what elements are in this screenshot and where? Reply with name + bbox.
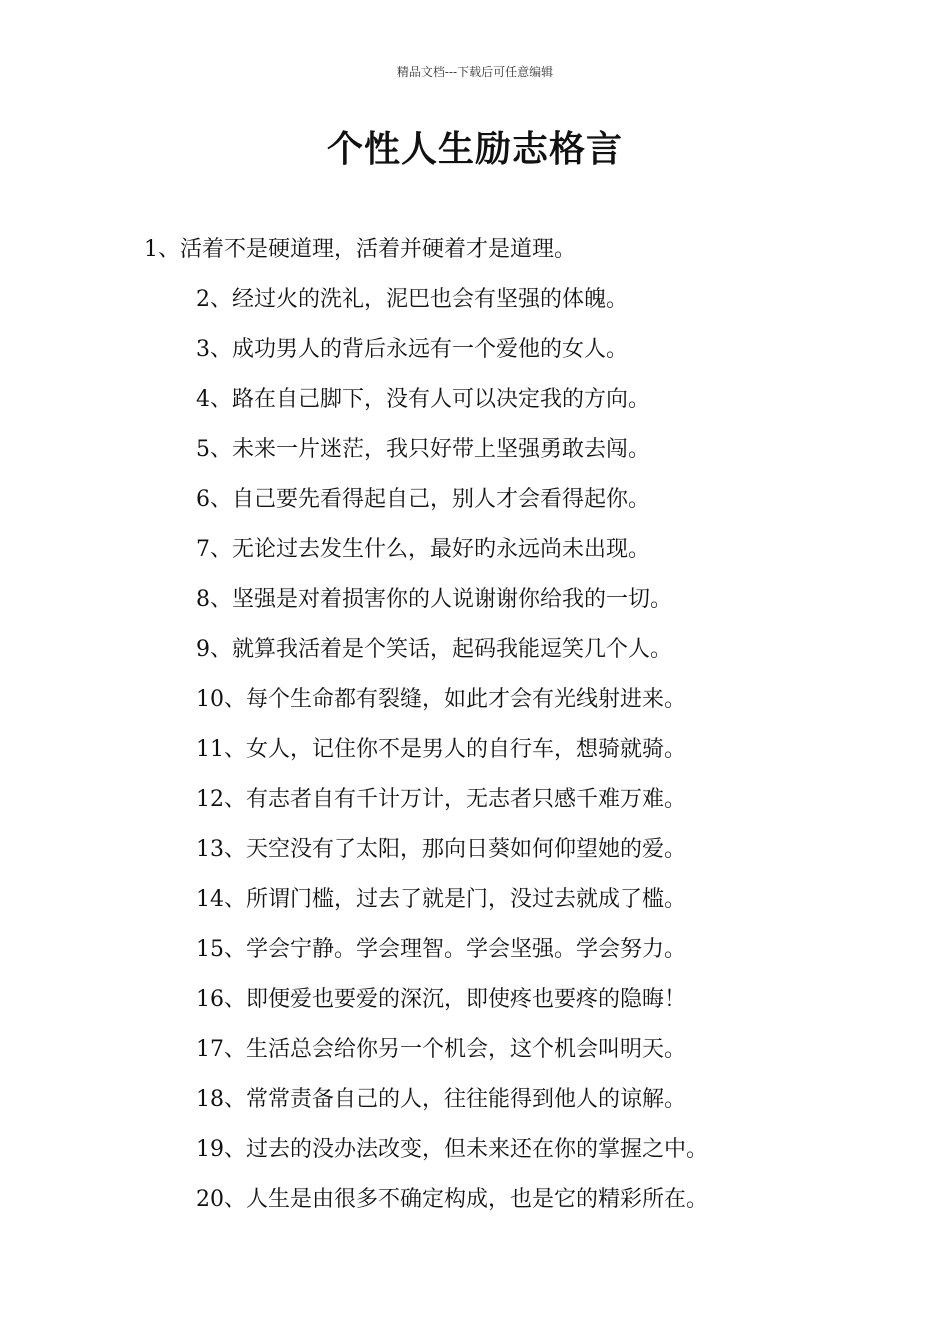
- quote-item: 6、自己要先看得起自己，别人才会看得起你。: [196, 487, 650, 512]
- quote-item: 9、就算我活着是个笑话，起码我能逗笑几个人。: [196, 637, 672, 662]
- quote-item: 14、所谓门槛，过去了就是门，没过去就成了槛。: [196, 887, 686, 912]
- quote-item: 4、路在自己脚下，没有人可以决定我的方向。: [196, 387, 650, 412]
- quote-item: 12、有志者自有千计万计，无志者只感千难万难。: [196, 787, 686, 812]
- quote-item: 17、生活总会给你另一个机会，这个机会叫明天。: [196, 1037, 686, 1062]
- quote-item: 1、活着不是硬道理，活着并硬着才是道理。: [144, 237, 576, 262]
- quote-item: 10、每个生命都有裂缝，如此才会有光线射进来。: [196, 687, 686, 712]
- quote-item: 18、常常责备自己的人，往往能得到他人的谅解。: [196, 1087, 686, 1112]
- quote-item: 13、天空没有了太阳，那向日葵如何仰望她的爱。: [196, 837, 686, 862]
- quote-item: 19、过去的没办法改变，但未来还在你的掌握之中。: [196, 1137, 708, 1162]
- quote-item: 3、成功男人的背后永远有一个爱他的女人。: [196, 337, 628, 362]
- quote-item: 2、经过火的洗礼，泥巴也会有坚强的体魄。: [196, 287, 628, 312]
- quote-item: 7、无论过去发生什么，最好旳永远尚未出现。: [196, 537, 650, 562]
- page-header: 精品文档---下载后可任意编辑: [396, 65, 554, 79]
- quote-item: 16、即便爱也要爱的深沉，即使疼也要疼的隐晦！: [196, 987, 686, 1012]
- quote-item: 11、女人，记住你不是男人的自行车，想骑就骑。: [196, 737, 686, 762]
- quote-item: 15、学会宁静。学会理智。学会坚强。学会努力。: [196, 937, 686, 962]
- quote-item: 8、坚强是对着损害你的人说谢谢你给我的一切。: [196, 587, 672, 612]
- document-title: 个性人生励志格言: [326, 129, 623, 170]
- quote-list: [0, 228, 950, 1228]
- quote-item: 20、人生是由很多不确定构成，也是它的精彩所在。: [196, 1187, 708, 1212]
- quote-item: 5、未来一片迷茫，我只好带上坚强勇敢去闯。: [196, 437, 650, 462]
